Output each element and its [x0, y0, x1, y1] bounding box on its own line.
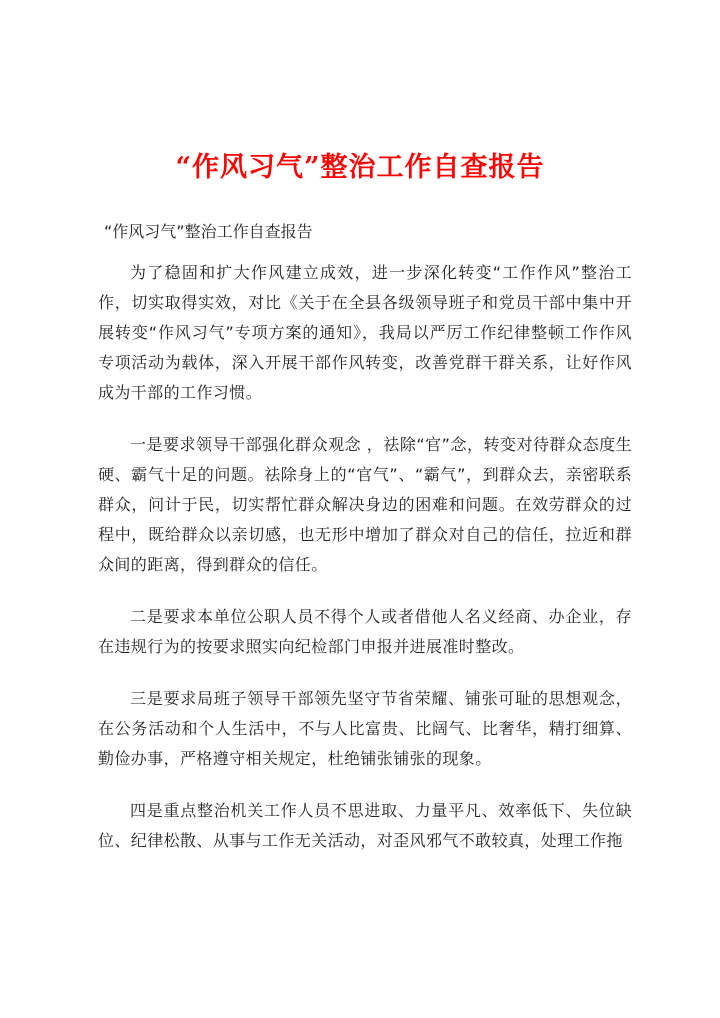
document-body — [98, 258, 632, 878]
document-title: “作风习气”整治工作自查报告 — [175, 152, 545, 183]
paragraph-intro: 为了稳固和扩大作风建立成效，进一步深化转变“工作作风”整治工作，切实取得实效，对比《关于在全县各级领导班子和党员干部中集中开展转变“作风习气”专项方案的通知》，我局以严厉工作纪律整顿工作作风专项活动为载体，深入开展干部作风转变，改善党群干群关系，让好作风成为干部的工作习惯。 — [98, 263, 632, 402]
document-subtitle: “作风习气”整治工作自查报告 — [104, 222, 313, 241]
paragraph-point-2: 二是要求本单位公职人员不得个人或者借他人名义经商、办企业，存在违规行为的按要求照实向纪检部门申报并进展准时整改。 — [98, 607, 632, 656]
paragraph-point-3: 三是要求局班子领导干部领先坚守节省荣耀、铺张可耻的思想观念，在公务活动和个人生活中，不与人比富贵、比阔气、比奢华，精打细算、勤俭办事，严格遵守相关规定，杜绝铺张铺张的现象。 — [98, 689, 632, 768]
paragraph-point-4: 四是重点整治机关工作人员不思进取、力量平凡、效率低下、失位缺位、纪律松散、从事与工作无关活动，对歪风邪气不敢较真，处理工作拖 — [98, 801, 632, 850]
paragraph-point-1: 一是要求领导干部强化群众观念 ，祛除“官”念，转变对待群众态度生硬、霸气十足的问题。祛除身上的“官气”、“霸气”，到群众去，亲密联系群众，问计于民，切实帮忙群众解决身边的困难和问题。在效劳群众的过程中，既给群众以亲切感，也无形中增加了群众对自己的信任，拉近和群众间的距离，得到群众的信任。 — [98, 435, 632, 574]
